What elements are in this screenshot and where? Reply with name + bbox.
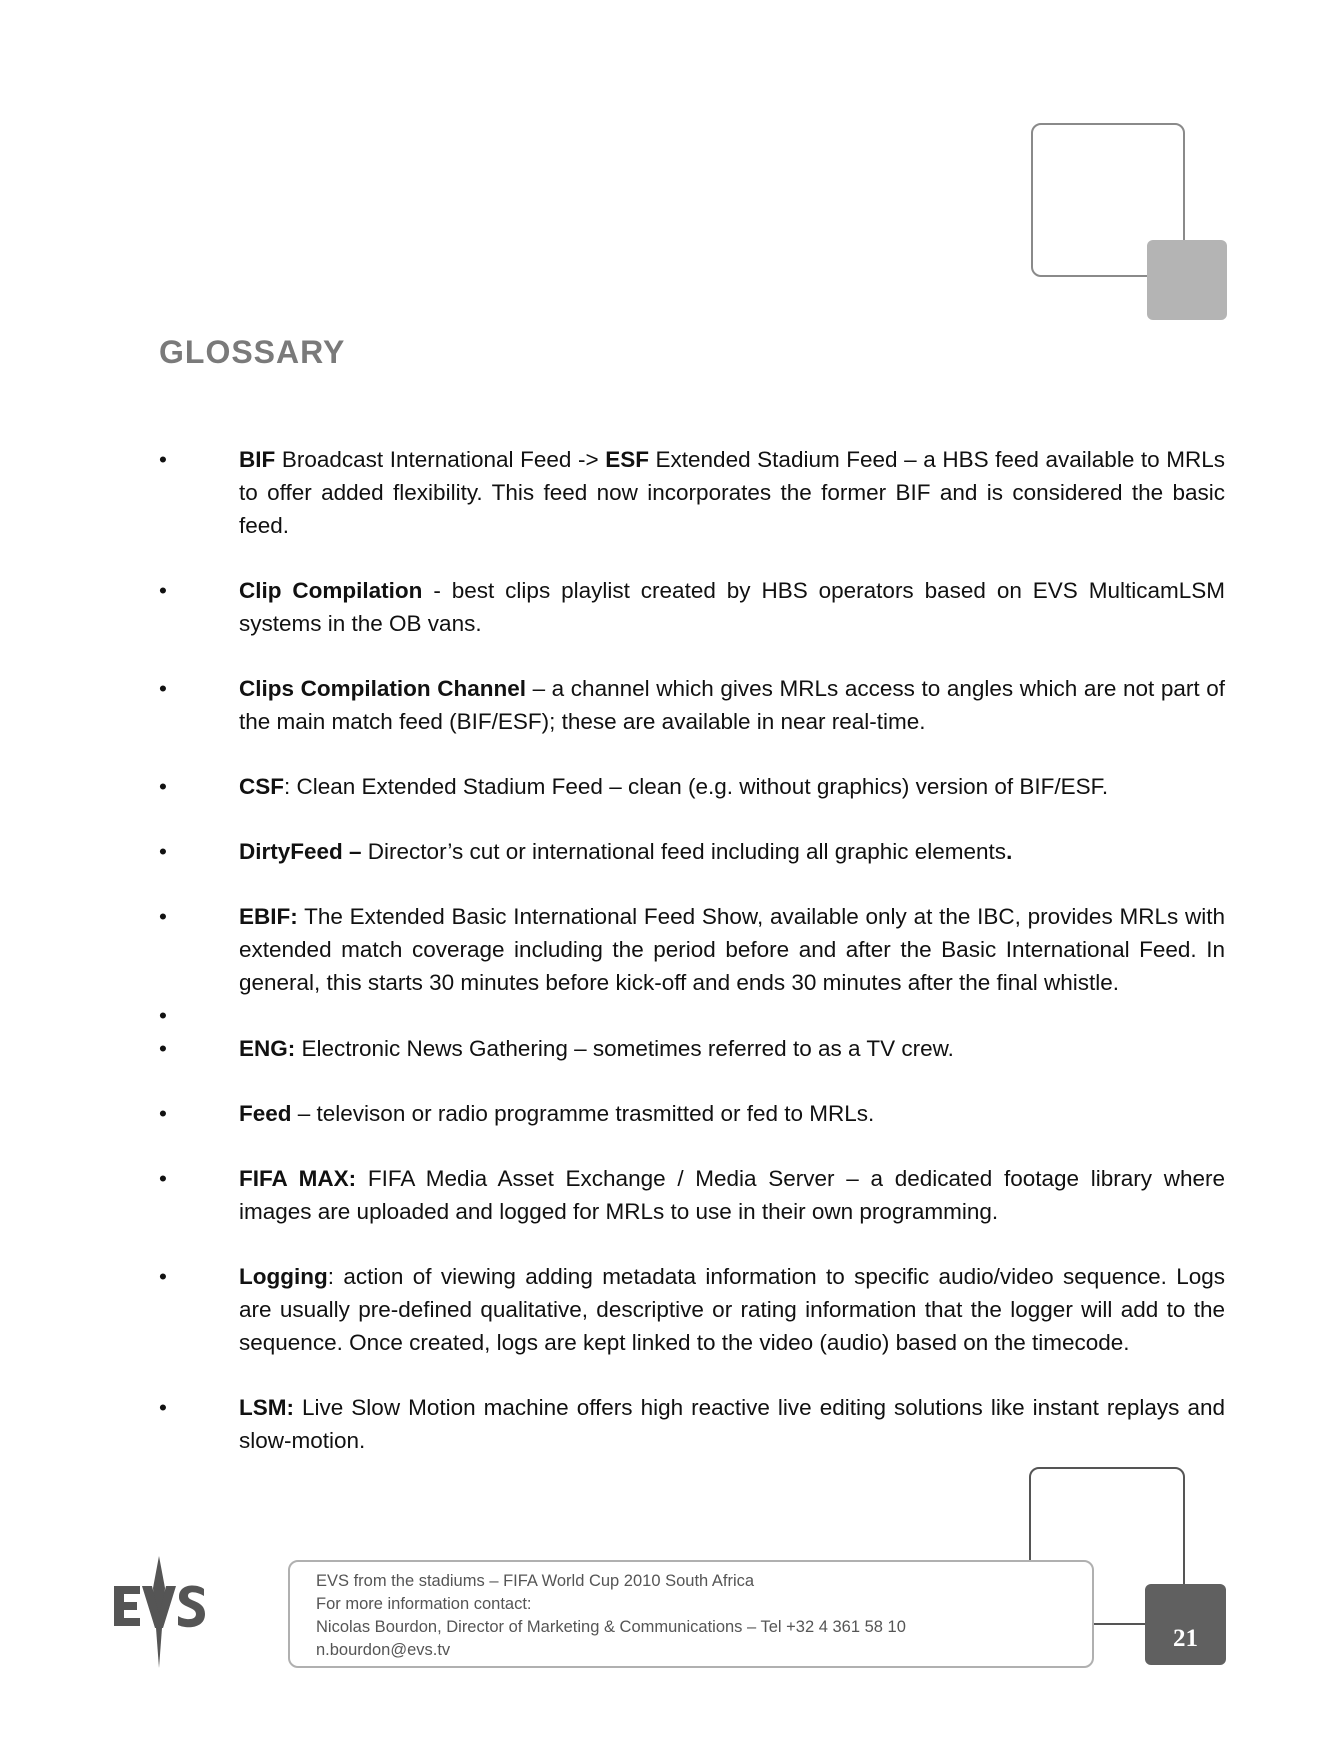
glossary-entry-logging bbox=[159, 1260, 1225, 1359]
definition: – a channel which gives MRLs access to angles which are not part of the main match feed (BIF/ESF); these are available in near real-time. bbox=[239, 676, 1225, 734]
page-number: 21 bbox=[1173, 1625, 1198, 1652]
bullet: • bbox=[159, 1395, 167, 1420]
term: BIF bbox=[239, 447, 276, 472]
term: Logging bbox=[239, 1264, 328, 1289]
definition: : action of viewing adding metadata information to specific audio/video sequence. Logs are usually pre-defined qualitative, descriptive or rating information that the logger will add to the sequence. Once created, logs are kept linked to the video (audio) based on the timecode. bbox=[239, 1264, 1225, 1355]
glossary-entry-empty bbox=[159, 999, 1225, 1032]
glossary-entry-dirtyfeed bbox=[159, 835, 1225, 868]
term: Feed bbox=[239, 1101, 292, 1126]
definition: - best clips playlist created by HBS operators based on EVS MulticamLSM systems in the OB vans. bbox=[239, 578, 1225, 636]
footer-email: n.bourdon@evs.tv bbox=[316, 1641, 451, 1659]
glossary-entry-fifa-max bbox=[159, 1162, 1225, 1228]
bullet: • bbox=[159, 447, 167, 472]
glossary-entry-lsm bbox=[159, 1391, 1225, 1457]
definition: FIFA Media Asset Exchange / Media Server – a dedicated footage library where images are uploaded and logged for MRLs to use in their own programming. bbox=[239, 1166, 1226, 1224]
evs-logo-icon bbox=[112, 1556, 206, 1668]
definition-end: . bbox=[1006, 839, 1013, 864]
glossary-entry-ebif bbox=[159, 900, 1225, 999]
definition: Live Slow Motion machine offers high reactive live editing solutions like instant replays and slow-motion. bbox=[239, 1395, 1225, 1453]
definition: – televison or radio programme trasmitted or fed to MRLs. bbox=[291, 1101, 875, 1126]
bullet: • bbox=[159, 1036, 167, 1061]
glossary-list bbox=[159, 443, 1225, 1457]
glossary-entry-bif bbox=[159, 443, 1225, 542]
term: DirtyFeed – bbox=[239, 839, 362, 864]
decorative-square-filled bbox=[1147, 240, 1227, 320]
definition: The Extended Basic International Feed Show, available only at the IBC, provides MRLs with extended match coverage including the period before and after the Basic International Feed. In general, this starts 30 minutes before kick-off and ends 30 minutes after the final whistle. bbox=[239, 904, 1225, 995]
page-title: GLOSSARY bbox=[159, 334, 346, 370]
glossary-entry-feed bbox=[159, 1097, 1225, 1130]
bullet: • bbox=[159, 839, 167, 864]
page-number-box bbox=[1145, 1584, 1226, 1665]
definition: Extended Stadium Feed – a HBS feed available to MRLs to offer added flexibility. This feed now incorporates the former BIF and is considered the basic feed. bbox=[239, 447, 1225, 538]
definition: Broadcast International Feed -> bbox=[275, 447, 606, 472]
term: EBIF: bbox=[239, 904, 298, 929]
term: CSF bbox=[239, 774, 284, 799]
bullet: • bbox=[159, 676, 167, 701]
bullet: • bbox=[159, 1003, 167, 1028]
bullet: • bbox=[159, 1166, 167, 1191]
bullet: • bbox=[159, 904, 167, 929]
footer-line: EVS from the stadiums – FIFA World Cup 2010 South Africa bbox=[316, 1572, 755, 1590]
term: Clip Compilation bbox=[239, 578, 423, 603]
term: FIFA MAX: bbox=[239, 1166, 357, 1191]
term: ESF bbox=[605, 447, 649, 472]
bullet: • bbox=[159, 1264, 167, 1289]
bullet: • bbox=[159, 774, 167, 799]
glossary-entry-clips-compilation-channel bbox=[159, 672, 1225, 738]
term: ENG: bbox=[239, 1036, 296, 1061]
footer-contact-box bbox=[288, 1560, 1094, 1668]
definition: Electronic News Gathering – sometimes referred to as a TV crew. bbox=[295, 1036, 954, 1061]
bullet: • bbox=[159, 1101, 167, 1126]
definition: Director’s cut or international feed including all graphic elements bbox=[361, 839, 1007, 864]
footer-line: For more information contact: bbox=[316, 1595, 532, 1613]
definition: : Clean Extended Stadium Feed – clean (e.g. without graphics) version of BIF/ESF. bbox=[284, 774, 1109, 799]
glossary-entry-clip-compilation bbox=[159, 574, 1225, 640]
bullet: • bbox=[159, 578, 167, 603]
term: Clips Compilation Channel bbox=[239, 676, 526, 701]
glossary-entry-csf bbox=[159, 770, 1225, 803]
glossary-entry-eng bbox=[159, 1032, 1225, 1065]
footer-line: Nicolas Bourdon, Director of Marketing & Communications – Tel +32 4 361 58 10 bbox=[316, 1618, 906, 1636]
term: LSM: bbox=[239, 1395, 294, 1420]
